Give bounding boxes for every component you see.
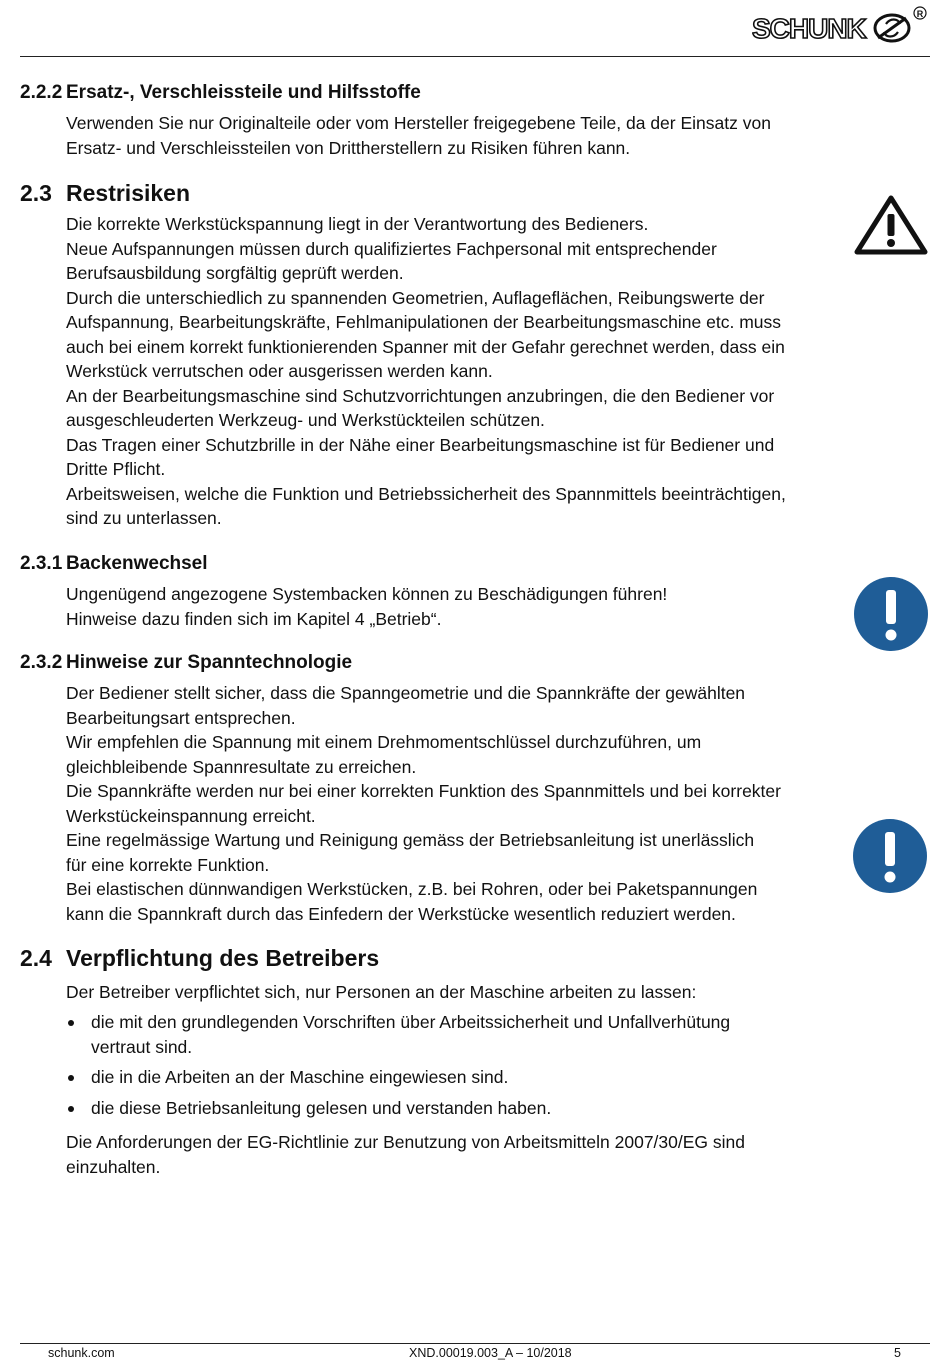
text-line: Ersatz- und Verschleissteilen von Drittherstellern zu Risiken führen kann. [66, 137, 631, 158]
text-line: auch bei einem korrekt funktionierenden Spanner mit der Gefahr gerechnet werden, dass ein [66, 336, 785, 357]
text-line: Bearbeitungsart entsprechen. [66, 707, 296, 728]
section-body-2-2-2 [66, 111, 876, 160]
bullet-icon [68, 1020, 74, 1026]
text-line: Ungenügend angezogene Systembacken können zu Beschädigungen führen! [66, 584, 668, 604]
footer-document-id: XND.00019.003_A – 10/2018 [409, 1346, 572, 1360]
section-title: Restrisiken [66, 180, 191, 206]
section-heading-2-2-2 [20, 82, 421, 104]
section-heading-2-3 [20, 180, 190, 207]
text-line: sind zu unterlassen. [66, 508, 222, 528]
text-line: Aufspannung, Bearbeitungskräfte, Fehlmanipulationen der Bearbeitungsmaschine etc. muss [66, 312, 782, 332]
text-line: Durch die unterschiedlich zu spannenden Geometrien, Auflageflächen, Reibungswerte der [66, 287, 765, 308]
list-item [66, 1096, 846, 1121]
text-line: Berufsausbildung sorgfältig geprüft werden. [66, 263, 404, 283]
mandatory-notice-icon [852, 818, 928, 894]
footer-website: schunk.com [48, 1346, 115, 1360]
page-number: 5 [894, 1346, 901, 1360]
section-number: 2.3.1 [20, 553, 63, 574]
section-title: Ersatz-, Verschleissteile und Hilfsstoffe [66, 82, 421, 103]
svg-text:SCHUNK: SCHUNK [752, 13, 866, 44]
text-line: Der Bediener stellt sicher, dass die Spanngeometrie und die Spannkräfte der gewählten [66, 683, 746, 703]
section-title: Verpflichtung des Betreibers [66, 945, 380, 971]
schunk-logo [752, 4, 928, 50]
list-item-line: die in die Arbeiten an der Maschine eingewiesen sind. [91, 1067, 509, 1087]
text-line: kann die Spannkraft durch das Einfedern der Werkstücke wesentlich reduziert werden. [66, 903, 736, 924]
list-item [66, 1010, 846, 1059]
section-number: 2.2.2 [20, 82, 63, 103]
text-line: Das Tragen einer Schutzbrille in der Nähe einer Bearbeitungsmaschine ist für Bediener und [66, 434, 775, 455]
section-body-2-3-2 [66, 681, 876, 926]
text-line: Neue Aufspannungen müssen durch qualifiziertes Fachpersonal mit entsprechender [66, 238, 717, 259]
section-number: 2.3.2 [20, 652, 63, 673]
section-outro-2-4 [66, 1130, 876, 1179]
section-intro-2-4 [66, 980, 876, 1005]
section-heading-2-3-2 [20, 652, 352, 674]
text-line: für eine korrekte Funktion. [66, 854, 270, 875]
list-item-line: vertraut sind. [91, 1036, 193, 1057]
text-line: Die Anforderungen der EG-Richtlinie zur Benutzung von Arbeitsmitteln 2007/30/EG sind [66, 1132, 745, 1152]
text-line: Dritte Pflicht. [66, 459, 166, 479]
text-line: Werkstückeinspannung erreicht. [66, 805, 316, 826]
section-heading-2-4 [20, 945, 379, 972]
section-number: 2.4 [20, 945, 52, 971]
section-heading-2-3-1 [20, 553, 208, 575]
text-line: Arbeitsweisen, welche die Funktion und Betriebssicherheit des Spannmittels beeinträchtigen, [66, 483, 786, 504]
text-line: Die korrekte Werkstückspannung liegt in der Verantwortung des Bedieners. [66, 214, 649, 234]
operator-requirements-list [66, 1010, 846, 1126]
text-line: Eine regelmässige Wartung und Reinigung gemäss der Betriebsanleitung ist unerlässlich [66, 830, 755, 850]
text-line: Verwenden Sie nur Originalteile oder vom Hersteller freigegebene Teile, da der Einsatz von [66, 113, 771, 133]
header-rule [20, 56, 930, 57]
bullet-icon [68, 1075, 74, 1081]
section-title: Backenwechsel [66, 553, 208, 574]
svg-text:R: R [916, 9, 924, 19]
footer-rule [20, 1343, 930, 1344]
section-title: Hinweise zur Spanntechnologie [66, 652, 353, 673]
section-number: 2.3 [20, 180, 52, 206]
warning-triangle-icon [853, 194, 929, 256]
text-line: Der Betreiber verpflichtet sich, nur Personen an der Maschine arbeiten zu lassen: [66, 982, 697, 1002]
list-item [66, 1065, 846, 1090]
list-item-line: die diese Betriebsanleitung gelesen und verstanden haben. [91, 1097, 552, 1118]
text-line: Die Spannkräfte werden nur bei einer korrekten Funktion des Spannmittels und bei korrekter [66, 781, 781, 801]
list-item-line: die mit den grundlegenden Vorschriften über Arbeitssicherheit und Unfallverhütung [91, 1012, 731, 1032]
text-line: Bei elastischen dünnwandigen Werkstücken, z.B. bei Rohren, oder bei Paketspannungen [66, 879, 758, 899]
section-body-2-3-1 [66, 582, 876, 631]
text-line: ausgeschleuderten Werkzeug- und Werkstückteilen schützen. [66, 410, 545, 430]
text-line: An der Bearbeitungsmaschine sind Schutzvorrichtungen anzubringen, die den Bediener vor [66, 385, 775, 406]
text-line: gleichbleibende Spannresultate zu erreichen. [66, 756, 417, 777]
bullet-icon [68, 1106, 74, 1112]
mandatory-notice-icon [853, 576, 929, 652]
text-line: Wir empfehlen die Spannung mit einem Drehmomentschlüssel durchzuführen, um [66, 732, 702, 752]
text-line: Hinweise dazu finden sich im Kapitel 4 „Betrieb“. [66, 608, 442, 629]
section-body-2-3 [66, 212, 876, 531]
text-line: einzuhalten. [66, 1156, 161, 1177]
text-line: Werkstück verrutschen oder ausgerissen werden kann. [66, 361, 493, 381]
